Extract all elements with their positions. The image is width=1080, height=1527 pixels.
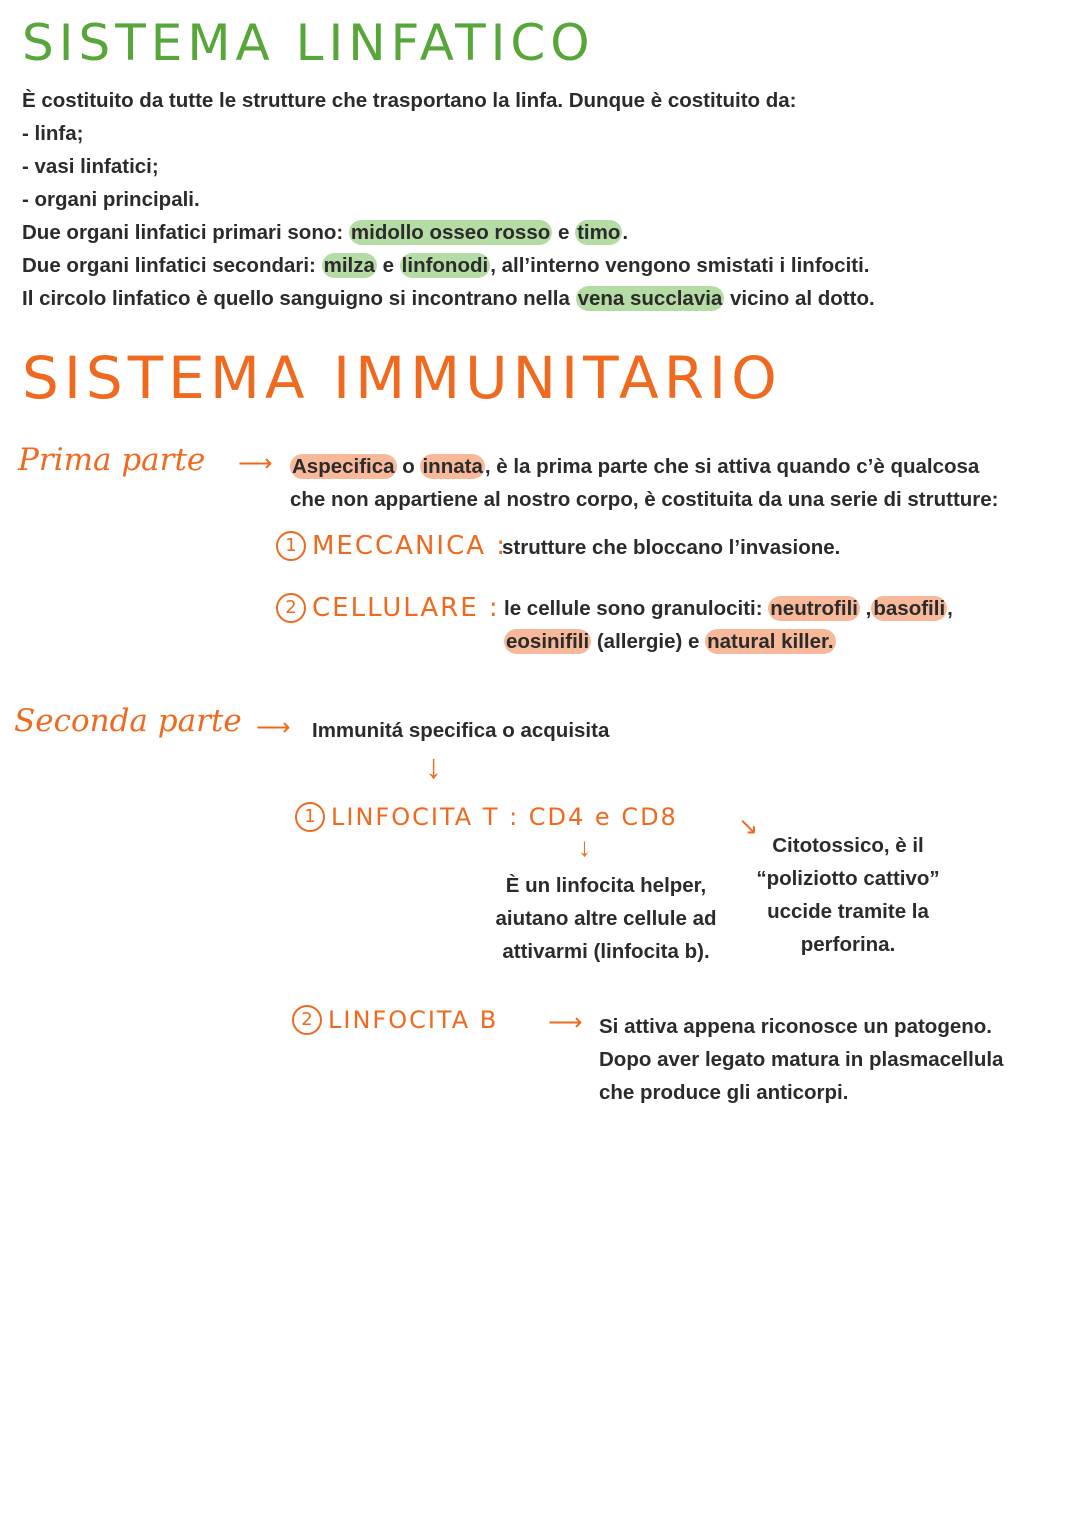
text: , è la prima parte che si attiva quando c’è qualcosa — [484, 455, 980, 478]
linfocita-b-description — [599, 1014, 1003, 1106]
text: Due organi linfatici primari sono: — [22, 221, 349, 244]
meccanica-row — [276, 531, 507, 561]
down-arrow-icon: ↓ — [578, 832, 591, 862]
prima-line-2: che non appartiene al nostro corpo, è costituita da una serie di strutture: — [290, 488, 999, 511]
number-2-icon: 2 — [292, 1005, 322, 1035]
text: le cellule sono granulociti: — [504, 597, 769, 620]
text: Il circolo linfatico è quello sanguigno si incontrano nella — [22, 287, 576, 310]
text: “poliziotto cattivo” — [756, 867, 940, 890]
highlight-aspecifica: Aspecifica — [292, 455, 395, 478]
text: che produce gli anticorpi. — [599, 1081, 849, 1104]
prima-line-1 — [290, 454, 979, 480]
down-arrow-icon: ↓ — [425, 748, 442, 786]
text: Dopo aver legato matura in plasmacellula — [599, 1048, 1004, 1071]
text: o — [396, 455, 421, 478]
right-arrow-icon: ⟶ — [238, 450, 273, 477]
highlight-innata: innata — [422, 455, 483, 478]
highlight-eosinofili: eosinifili — [506, 630, 590, 653]
cellulare-line-1 — [504, 596, 953, 622]
cellulare-row — [276, 593, 500, 623]
seconda-parte-label: Seconda parte — [14, 703, 242, 739]
cellulare-line-2 — [504, 629, 836, 655]
linfocita-b-row — [292, 1005, 498, 1035]
text: , all’interno vengono smistati i linfociti. — [490, 254, 870, 277]
organi-secondari-line — [22, 253, 870, 279]
title-sistema-linfatico: SISTEMA LINFATICO — [22, 14, 595, 72]
seconda-text: Immunitá specifica o acquisita — [312, 719, 610, 742]
cd4-description — [470, 873, 742, 965]
text: È un linfocita helper, — [505, 874, 707, 897]
meccanica-text: strutture che bloccano l’invasione. — [502, 536, 841, 559]
title-sistema-immunitario: SISTEMA IMMUNITARIO — [22, 344, 782, 412]
text: Citotossico, è il — [772, 834, 924, 857]
circolo-line — [22, 286, 875, 312]
text: (allergie) e — [591, 630, 706, 653]
highlight-midollo: midollo osseo rosso — [350, 221, 551, 244]
highlight-timo: timo — [577, 221, 621, 244]
highlight-vena-succlavia: vena succlavia — [577, 287, 723, 310]
text: , — [947, 597, 953, 620]
right-arrow-icon: ⟶ — [548, 1009, 583, 1036]
highlight-basofili: basofili — [873, 597, 946, 620]
highlight-linfonodi: linfonodi — [401, 254, 489, 277]
text: vicino al dotto. — [724, 287, 875, 310]
text: Si attiva appena riconosce un patogeno. — [599, 1015, 992, 1038]
text: . — [622, 221, 629, 244]
highlight-natural-killer: natural killer. — [707, 630, 834, 653]
text: uccide tramite la — [767, 900, 929, 923]
list-item: - vasi linfatici; — [22, 155, 159, 178]
text: , — [859, 597, 872, 620]
meccanica-label: MECCANICA : — [312, 531, 508, 561]
cd8-description — [748, 833, 948, 958]
list-item: - organi principali. — [22, 188, 200, 211]
text: Due organi linfatici secondari: — [22, 254, 322, 277]
number-1-icon: 1 — [276, 531, 306, 561]
text: aiutano altre cellule ad — [495, 907, 717, 930]
prima-parte-label: Prima parte — [18, 442, 206, 478]
number-1-icon: 1 — [295, 802, 325, 832]
number-2-icon: 2 — [276, 593, 306, 623]
text: e — [376, 254, 400, 277]
linfocita-t-label: LINFOCITA T : CD4 e CD8 — [331, 803, 678, 831]
text: e — [552, 221, 576, 244]
highlight-neutrofili: neutrofili — [770, 597, 858, 620]
diagonal-arrow-icon: ↘ — [738, 813, 759, 840]
cellulare-label: CELLULARE : — [312, 593, 500, 623]
text: attivarmi (linfocita b). — [502, 940, 710, 963]
right-arrow-icon: ⟶ — [256, 714, 291, 741]
highlight-milza: milza — [323, 254, 375, 277]
list-item: - linfa; — [22, 122, 84, 145]
linfatico-intro: È costituito da tutte le strutture che trasportano la linfa. Dunque è costituito da: — [22, 89, 797, 112]
text: perforina. — [800, 933, 896, 956]
organi-primari-line — [22, 220, 628, 246]
linfocita-t-row — [295, 802, 678, 832]
linfocita-b-label: LINFOCITA B — [328, 1006, 499, 1034]
